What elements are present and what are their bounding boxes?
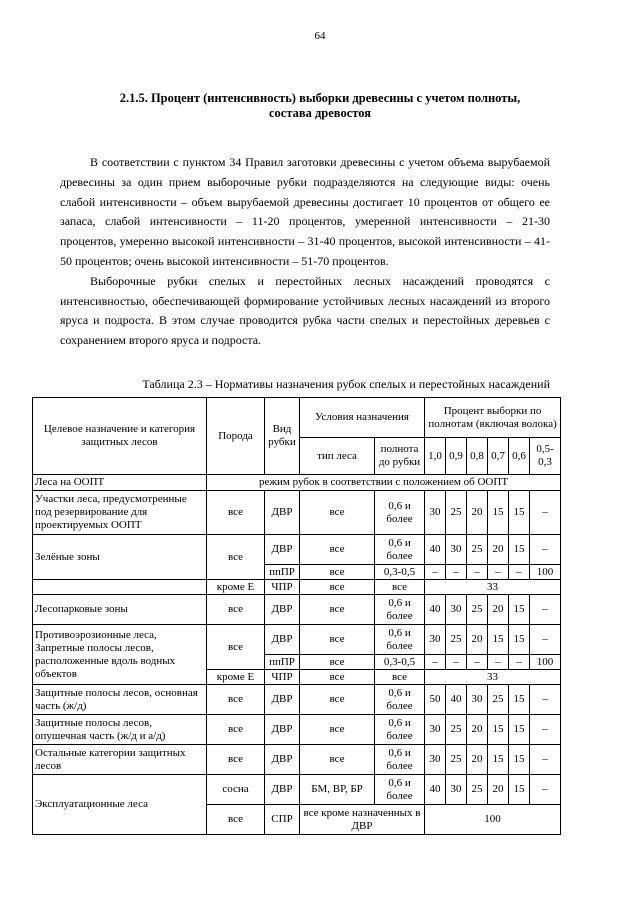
- row-name: Защитные полосы лесов, опушечная часть (ж/д и а/д): [33, 715, 207, 745]
- cell-value-merged: 33: [425, 580, 561, 595]
- cell-value: –: [509, 655, 530, 670]
- cell-value: 20: [467, 745, 488, 775]
- cell-species: все: [207, 625, 265, 670]
- heading-line-1: 2.1.5. Процент (интенсивность) выборки древесины с учетом полноты,: [119, 91, 521, 105]
- cell-value: –: [446, 655, 467, 670]
- table-row: [33, 535, 561, 565]
- cell-density: все: [375, 670, 425, 685]
- cell-value: –: [509, 565, 530, 580]
- cell-value: 15: [488, 745, 509, 775]
- cell-value: –: [425, 655, 446, 670]
- cell-value: 15: [509, 745, 530, 775]
- cell-density: 0,6 и более: [375, 745, 425, 775]
- header-density-1: 1,0: [425, 438, 446, 475]
- cell-value-merged: 100: [425, 805, 561, 835]
- cell-value-merged: 33: [425, 670, 561, 685]
- cell-cut: ппПР: [265, 565, 300, 580]
- header-density-6: 0,5-0,3: [530, 438, 561, 475]
- cell-value: 30: [425, 625, 446, 655]
- header-density-4: 0,7: [488, 438, 509, 475]
- table-row: [33, 715, 561, 745]
- header-density-3: 0,8: [467, 438, 488, 475]
- cell-value: –: [488, 565, 509, 580]
- table-row: [33, 745, 561, 775]
- cell-value: –: [530, 625, 561, 655]
- cell-density: 0,6 и более: [375, 685, 425, 715]
- page-number: 64: [314, 30, 326, 42]
- cell-density: 0,6 и более: [375, 491, 425, 535]
- cell-value: 40: [425, 535, 446, 565]
- table-row: [33, 491, 561, 535]
- row-name: Лесопарковые зоны: [33, 595, 207, 625]
- cell-value: 15: [488, 625, 509, 655]
- cell-value: 40: [425, 595, 446, 625]
- cell-species: все: [207, 685, 265, 715]
- cell-value: 15: [488, 715, 509, 745]
- cell-value: –: [425, 565, 446, 580]
- header-density-2: 0,9: [446, 438, 467, 475]
- cell-forest: все: [300, 715, 375, 745]
- cell-cut: ДВР: [265, 715, 300, 745]
- cell-value: 20: [467, 491, 488, 535]
- cell-value: 30: [425, 491, 446, 535]
- header-cut-type: Вид рубки: [265, 398, 300, 475]
- header-species: Порода: [207, 398, 265, 475]
- paragraph: В соответствии с пунктом 34 Правил заготовки древесины с учетом объема вырубаемой древесины за один прием выборочные рубки подразделяются на следующие виды: очень слабой интенсивности – объем вырубаемой древесины достигает 10 процентов от общего ее запаса, слабой интенсивности – 11-20 процентов, умеренной интенсивности – 21-30 процентов, умеренно высокой интенсивности – 31-40 процентов, высокой интенсивности – 41-50 процентов; очень высокой интенсивности – 51-70 процентов.: [60, 155, 550, 268]
- cell-value: 25: [446, 745, 467, 775]
- table-row: [33, 580, 561, 595]
- header-density-5: 0,6: [509, 438, 530, 475]
- cell-value: 15: [509, 535, 530, 565]
- cell-value: 15: [509, 685, 530, 715]
- cell-forest: БМ, ВР, БР: [300, 775, 375, 805]
- cell-value: –: [530, 775, 561, 805]
- row-name-blank: [33, 580, 207, 595]
- row-name: Остальные категории защитных лесов: [33, 745, 207, 775]
- cell-value: 30: [446, 595, 467, 625]
- cell-value: 100: [530, 655, 561, 670]
- cell-value: 15: [509, 775, 530, 805]
- cell-value: 20: [467, 715, 488, 745]
- row-name: Зелёные зоны: [33, 535, 207, 580]
- cell-forest: все: [300, 491, 375, 535]
- cell-value: –: [488, 655, 509, 670]
- cell-species: все: [207, 745, 265, 775]
- paragraph: Выборочные рубки спелых и перестойных лесных насаждений проводятся с интенсивностью, обеспечивающей формирование устойчивых лесных насаждений из второго яруса и подроста. В этом случае проводится рубка части спелых и перестойных деревьев с сохранением второго яруса и подроста.: [60, 273, 550, 348]
- header-density-before: полнота до рубки: [375, 438, 425, 475]
- cell-value: –: [530, 745, 561, 775]
- cell-forest: все: [300, 565, 375, 580]
- cell-density: 0,3-0,5: [375, 655, 425, 670]
- cell-forest: все: [300, 580, 375, 595]
- cell-value: 15: [509, 595, 530, 625]
- cell-density: 0,6 и более: [375, 625, 425, 655]
- cell-value: 30: [446, 535, 467, 565]
- cell-value: –: [467, 655, 488, 670]
- body-text: [60, 153, 550, 351]
- table-row: [33, 475, 561, 491]
- cell-species: все: [207, 595, 265, 625]
- header-purpose: Целевое назначение и категория защитных лесов: [33, 398, 207, 475]
- cell-species: все: [207, 535, 265, 580]
- cell-cut: ДВР: [265, 625, 300, 655]
- cell-forest: все: [300, 685, 375, 715]
- table-header-row: [33, 398, 561, 438]
- cell-species: кроме Е: [207, 670, 265, 685]
- cell-value: 20: [488, 775, 509, 805]
- cell-value: 20: [488, 535, 509, 565]
- cell-cut: ДВР: [265, 535, 300, 565]
- cell-value: 25: [467, 595, 488, 625]
- cell-value: 20: [467, 625, 488, 655]
- cell-value: 30: [425, 715, 446, 745]
- cell-cut: ЧПР: [265, 580, 300, 595]
- cell-value: 25: [446, 625, 467, 655]
- table-row: [33, 685, 561, 715]
- cell-forest: все: [300, 655, 375, 670]
- header-percent: Процент выборки по полнотам (включая волока): [425, 398, 561, 438]
- cell-species: кроме Е: [207, 580, 265, 595]
- cell-species: все: [207, 491, 265, 535]
- cell-value: 25: [467, 775, 488, 805]
- cell-value: 40: [425, 775, 446, 805]
- cell-value: 25: [446, 715, 467, 745]
- cell-value: 30: [467, 685, 488, 715]
- cell-cut: ДВР: [265, 685, 300, 715]
- cell-forest: все: [300, 595, 375, 625]
- table-row: [33, 625, 561, 655]
- cell-cut: СПР: [265, 805, 300, 835]
- cell-value: 40: [446, 685, 467, 715]
- table-row: [33, 595, 561, 625]
- cell-cut: ДВР: [265, 491, 300, 535]
- cell-value: 25: [446, 491, 467, 535]
- cell-value: 15: [509, 625, 530, 655]
- cell-species: сосна: [207, 775, 265, 805]
- row-name: Леса на ООПТ: [33, 475, 207, 491]
- cell-species: все: [207, 715, 265, 745]
- cell-forest: все: [300, 745, 375, 775]
- cell-density: 0,6 и более: [375, 535, 425, 565]
- cell-value: –: [530, 535, 561, 565]
- section-heading: [60, 91, 580, 121]
- cell-density: все: [375, 580, 425, 595]
- cell-value: 25: [488, 685, 509, 715]
- header-forest-type: тип леса: [300, 438, 375, 475]
- cell-density: 0,6 и более: [375, 715, 425, 745]
- cell-species: все: [207, 805, 265, 835]
- row-name: Противоэрозионные леса, Запретные полосы лесов, расположенные вдоль водных объектов: [33, 625, 207, 685]
- cell-value: –: [530, 715, 561, 745]
- table-row: [33, 775, 561, 805]
- cell-forest-merged: все кроме назначенных в ДВР: [300, 805, 425, 835]
- cell-value: –: [530, 595, 561, 625]
- cell-value: 20: [488, 595, 509, 625]
- row-note: режим рубок в соответствии с положением об ООПТ: [207, 475, 561, 491]
- norms-table: [32, 397, 561, 835]
- row-name: Участки леса, предусмотренные под резервирование для проектируемых ООПТ: [33, 491, 207, 535]
- cell-value: 15: [488, 491, 509, 535]
- cell-value: 30: [446, 775, 467, 805]
- cell-forest: все: [300, 670, 375, 685]
- cell-value: 30: [425, 745, 446, 775]
- cell-value: 50: [425, 685, 446, 715]
- cell-value: 100: [530, 565, 561, 580]
- cell-cut: ЧПР: [265, 670, 300, 685]
- heading-line-2: состава древостоя: [268, 106, 372, 120]
- cell-value: 25: [467, 535, 488, 565]
- cell-value: –: [467, 565, 488, 580]
- cell-cut: ппПР: [265, 655, 300, 670]
- cell-value: –: [446, 565, 467, 580]
- cell-value: –: [530, 491, 561, 535]
- cell-cut: ДВР: [265, 745, 300, 775]
- header-conditions: Условия назначения: [300, 398, 425, 438]
- cell-value: 15: [509, 491, 530, 535]
- row-name: Эксплуатационные леса: [33, 775, 207, 835]
- cell-value: 15: [509, 715, 530, 745]
- cell-cut: ДВР: [265, 595, 300, 625]
- cell-forest: все: [300, 535, 375, 565]
- cell-density: 0,6 и более: [375, 775, 425, 805]
- cell-value: –: [530, 685, 561, 715]
- cell-cut: ДВР: [265, 775, 300, 805]
- cell-forest: все: [300, 625, 375, 655]
- row-name: Защитные полосы лесов, основная часть (ж/д): [33, 685, 207, 715]
- table-caption: Таблица 2.3 – Нормативы назначения рубок спелых и перестойных насаждений: [142, 377, 550, 391]
- cell-density: 0,6 и более: [375, 595, 425, 625]
- cell-density: 0,3-0,5: [375, 565, 425, 580]
